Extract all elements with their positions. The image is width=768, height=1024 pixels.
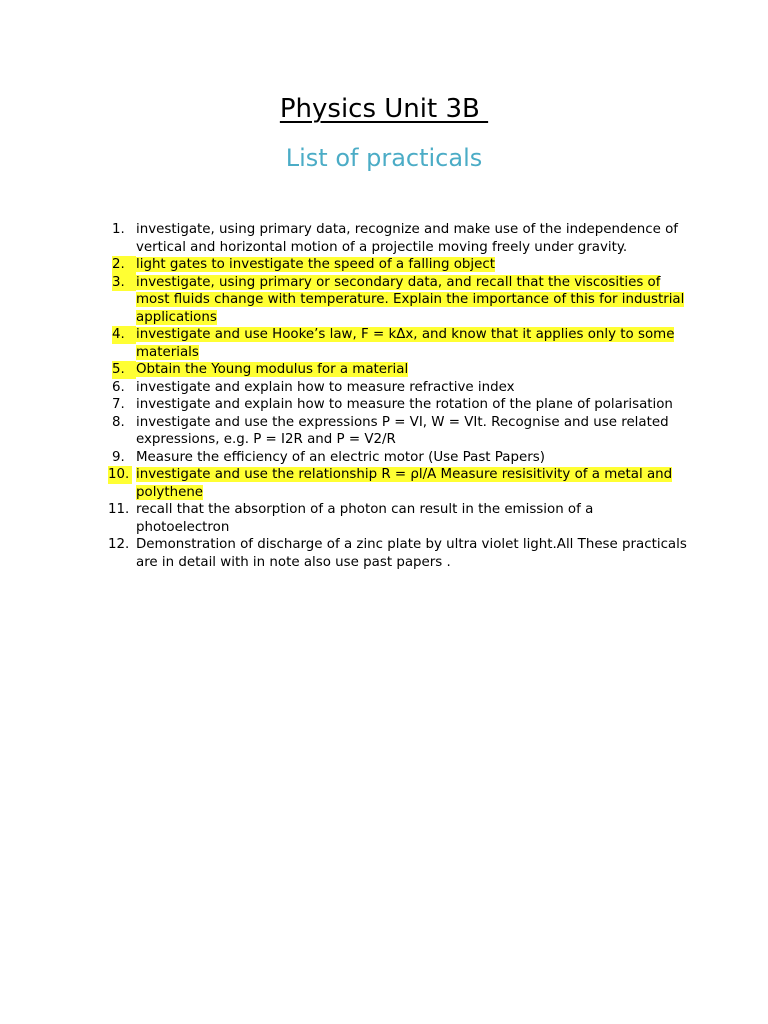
list-item-text: investigate and use the relationship R = ρl/A Measure resisitivity of a metal and polythene <box>136 467 673 500</box>
list-item-text: Measure the efficiency of an electric motor (Use Past Papers) <box>136 449 545 465</box>
list-item-text: investigate and explain how to measure the rotation of the plane of polarisation <box>136 397 673 412</box>
list-item <box>108 326 688 361</box>
practicals-list <box>108 221 688 571</box>
list-item-text: light gates to investigate the speed of a falling object <box>136 257 495 272</box>
page-title <box>0 92 768 126</box>
list-item-number: 1. <box>112 222 125 237</box>
list-item-number: 5. <box>112 361 136 379</box>
list-item <box>108 449 688 467</box>
list-item-number: 8. <box>112 414 125 430</box>
list-item-number: 10. <box>108 466 132 484</box>
list-item <box>108 256 688 274</box>
list-item <box>108 379 688 397</box>
list-item-text: Obtain the Young modulus for a material <box>136 362 409 377</box>
list-item-number: 9. <box>112 449 125 465</box>
list-item-text: investigate, using primary data, recognize and make use of the independence of vertical and horizontal motion of a projectile moving freely under gravity. <box>136 222 679 255</box>
list-item <box>108 501 688 536</box>
list-item <box>108 274 688 327</box>
page-subtitle: List of practicals <box>285 144 483 172</box>
list-item-text: investigate, using primary or secondary data, and recall that the viscosities of most fluids change with temperature. Explain the importance of this for industrial applications <box>136 274 685 325</box>
list-item <box>108 536 688 571</box>
list-item <box>108 221 688 256</box>
page-title-text: Physics Unit 3B <box>279 94 489 124</box>
list-item-number: 3. <box>112 274 136 292</box>
list-item <box>108 396 688 414</box>
list-item-number: 6. <box>112 379 125 395</box>
list-item <box>108 361 688 379</box>
list-item-text: investigate and use Hooke’s law, F = kΔx, and know that it applies only to some materials <box>136 327 675 360</box>
list-item-text: investigate and use the expressions P = VI, W = VIt. Recognise and use related expressions, e.g. P = I2R and P = V2/R <box>136 414 669 447</box>
list-item-number: 12. <box>108 537 130 552</box>
list-item-number: 2. <box>112 256 136 274</box>
list-item-number: 7. <box>112 397 125 412</box>
list-item-number: 4. <box>112 326 136 344</box>
list-item-text: recall that the absorption of a photon can result in the emission of a photoelectron <box>136 502 594 535</box>
list-item-number: 11. <box>108 502 130 517</box>
list-item-text: Demonstration of discharge of a zinc plate by ultra violet light.All These practicals are in detail with in note also use past papers . <box>136 537 687 570</box>
list-item <box>108 466 688 501</box>
list-item <box>108 414 688 449</box>
list-item-text: investigate and explain how to measure refractive index <box>136 379 515 395</box>
